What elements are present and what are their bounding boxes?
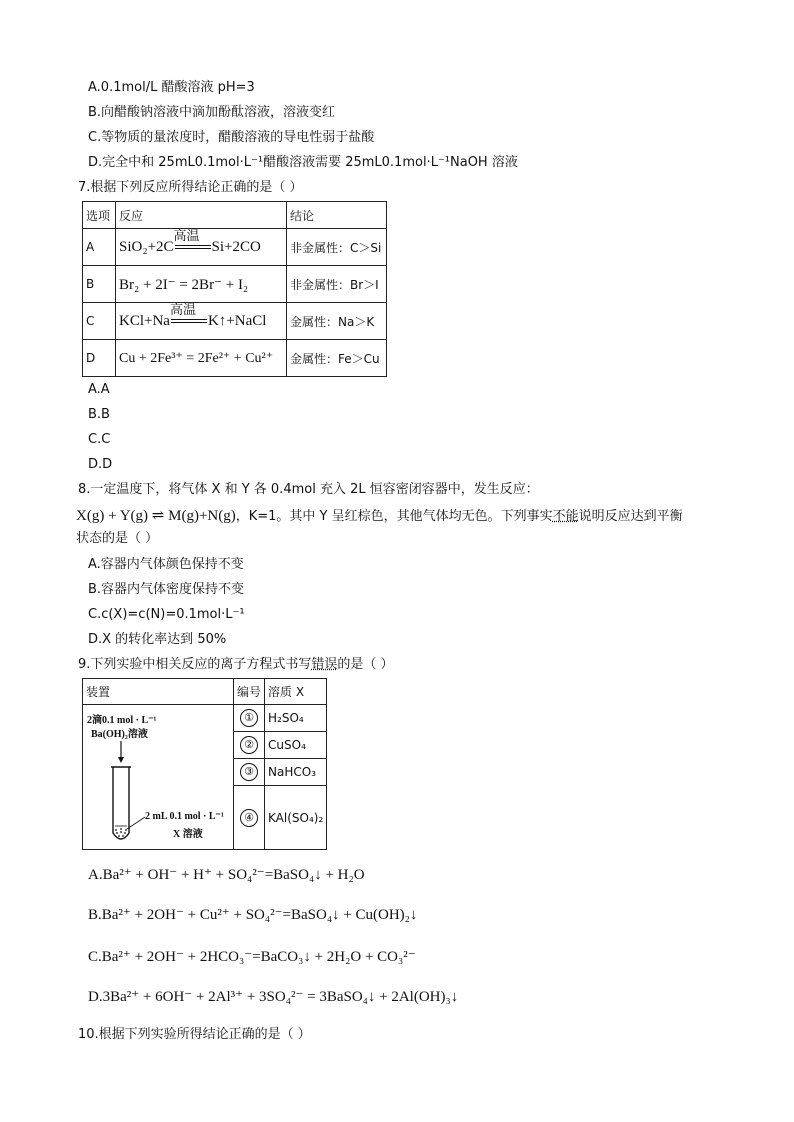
q9-test-tube-drawing bbox=[83, 705, 233, 849]
q7-row-d-reaction: Cu + 2Fe³⁺ = 2Fe²⁺ + Cu²⁺ bbox=[116, 340, 287, 377]
q9-option-c: C.Ba²⁺ + 2OH⁻ + 2HCO₃⁻=BaCO₃↓ + 2H₂O + CO₃²⁻ bbox=[88, 949, 416, 965]
q9-header-number: 编号 bbox=[234, 679, 265, 705]
q8-stem-line2: X(g) + Y(g) ⇌ M(g)+N(g)，K=1。其中 Y 呈红棕色，其他气体均无色。下列事实不能说明反应达到平衡 bbox=[76, 508, 683, 524]
q9-number-2: ② bbox=[240, 736, 258, 754]
q7-row-d-conclusion: 金属性：Fe＞Cu bbox=[287, 340, 387, 377]
q7-row-c-condition: 高温 bbox=[169, 302, 196, 318]
q9-option-d: D.3Ba²⁺ + 6OH⁻ + 2Al³⁺ + 3SO₄²⁻ = 3BaSO₄↓ + 2Al(OH)₃↓ bbox=[88, 989, 459, 1005]
q8-equation: X(g) + Y(g) ⇌ M(g)+N(g) bbox=[76, 508, 236, 524]
q7-row-c-option: C bbox=[83, 303, 116, 340]
q9-tube-label-2: X 溶液 bbox=[173, 829, 203, 840]
q9-table bbox=[82, 678, 327, 850]
q8-option-b: B.容器内气体密度保持不变 bbox=[88, 582, 245, 597]
q9-emphasis: 错误 bbox=[311, 657, 338, 672]
q9-dropper-label-1: 2滴0.1 mol · L⁻¹ bbox=[87, 715, 157, 726]
q9-tube-label-1: 2 mL 0.1 mol · L⁻¹ bbox=[145, 811, 224, 822]
q8-stem-line3: 状态的是（ ） bbox=[76, 531, 159, 546]
q7-row-a-conclusion: 非金属性：C＞Si bbox=[287, 229, 387, 266]
q9-solute-2: CuSO₄ bbox=[265, 732, 327, 759]
q7-header-option: 选项 bbox=[83, 202, 116, 229]
q8-option-a: A.容器内气体颜色保持不变 bbox=[88, 557, 244, 572]
q6-option-c: C.等物质的量浓度时，醋酸溶液的导电性弱于盐酸 bbox=[88, 130, 375, 145]
q9-number-3: ③ bbox=[240, 763, 258, 781]
q7-option-a: A.A bbox=[88, 382, 110, 397]
q7-option-d: D.D bbox=[88, 457, 113, 472]
q9-option-a: A.Ba²⁺ + OH⁻ + H⁺ + SO₄²⁻=BaSO₄↓ + H₂O bbox=[88, 867, 365, 883]
q8-stem-line1: 8.一定温度下，将气体 X 和 Y 各 0.4mol 充入 2L 恒容密闭容器中，发生反应： bbox=[78, 482, 539, 497]
q7-row-b-conclusion: 非金属性：Br＞I bbox=[287, 266, 387, 303]
q9-solute-1: H₂SO₄ bbox=[265, 705, 327, 732]
q7-table bbox=[82, 201, 387, 377]
q7-row-a-option: A bbox=[83, 229, 116, 266]
q6-option-a: A.0.1mol/L 醋酸溶液 pH=3 bbox=[88, 80, 255, 95]
q7-row-c-conclusion: 金属性：Na＞K bbox=[287, 303, 387, 340]
q9-header-device: 装置 bbox=[83, 679, 234, 705]
q7-row-b-reaction: Br₂ + 2I⁻ = 2Br⁻ + I₂ bbox=[116, 266, 287, 303]
q6-option-b: B.向醋酸钠溶液中滴加酚酞溶液，溶液变红 bbox=[88, 105, 336, 120]
q10-stem: 10.根据下列实验所得结论正确的是（ ） bbox=[78, 1027, 311, 1042]
q9-apparatus-cell bbox=[83, 705, 234, 850]
q7-row-d-option: D bbox=[83, 340, 116, 377]
q7-row-a-condition: 高温 bbox=[173, 228, 200, 244]
q9-solute-4: KAl(SO₄)₂ bbox=[265, 786, 327, 850]
q9-number-4: ④ bbox=[240, 809, 258, 827]
q9-option-b: B.Ba²⁺ + 2OH⁻ + Cu²⁺ + SO₄²⁻=BaSO₄↓ + Cu(OH)₂↓ bbox=[88, 907, 418, 923]
q9-stem: 9.下列实验中相关反应的离子方程式书写错误的是（ ） bbox=[78, 657, 394, 672]
q8-option-d: D.X 的转化率达到 50% bbox=[88, 632, 227, 647]
q8-option-c: C.c(X)=c(N)=0.1mol·L⁻¹ bbox=[88, 607, 245, 622]
q7-row-b-option: B bbox=[83, 266, 116, 303]
q7-header-conclusion: 结论 bbox=[287, 202, 387, 229]
q7-row-c-reaction: KCl+Na 高温 K↑+NaCl bbox=[116, 303, 287, 340]
q9-number-1: ① bbox=[240, 709, 258, 727]
q8-emphasis: 不能 bbox=[552, 509, 579, 524]
q9-apparatus bbox=[83, 705, 233, 849]
q7-header-reaction: 反应 bbox=[116, 202, 287, 229]
q7-row-a-reaction: SiO₂+2C 高温 Si+2CO bbox=[116, 229, 287, 266]
q9-dropper-label-2: Ba(OH)₂溶液 bbox=[91, 729, 148, 740]
q9-header-solute: 溶质 X bbox=[265, 679, 327, 705]
q7-option-b: B.B bbox=[88, 407, 110, 422]
q6-option-d: D.完全中和 25mL0.1mol·L⁻¹醋酸溶液需要 25mL0.1mol·L⁻¹NaOH 溶液 bbox=[88, 155, 518, 170]
q7-option-c: C.C bbox=[88, 432, 111, 447]
q7-stem: 7.根据下列反应所得结论正确的是（ ） bbox=[78, 180, 303, 195]
q9-solute-3: NaHCO₃ bbox=[265, 759, 327, 786]
